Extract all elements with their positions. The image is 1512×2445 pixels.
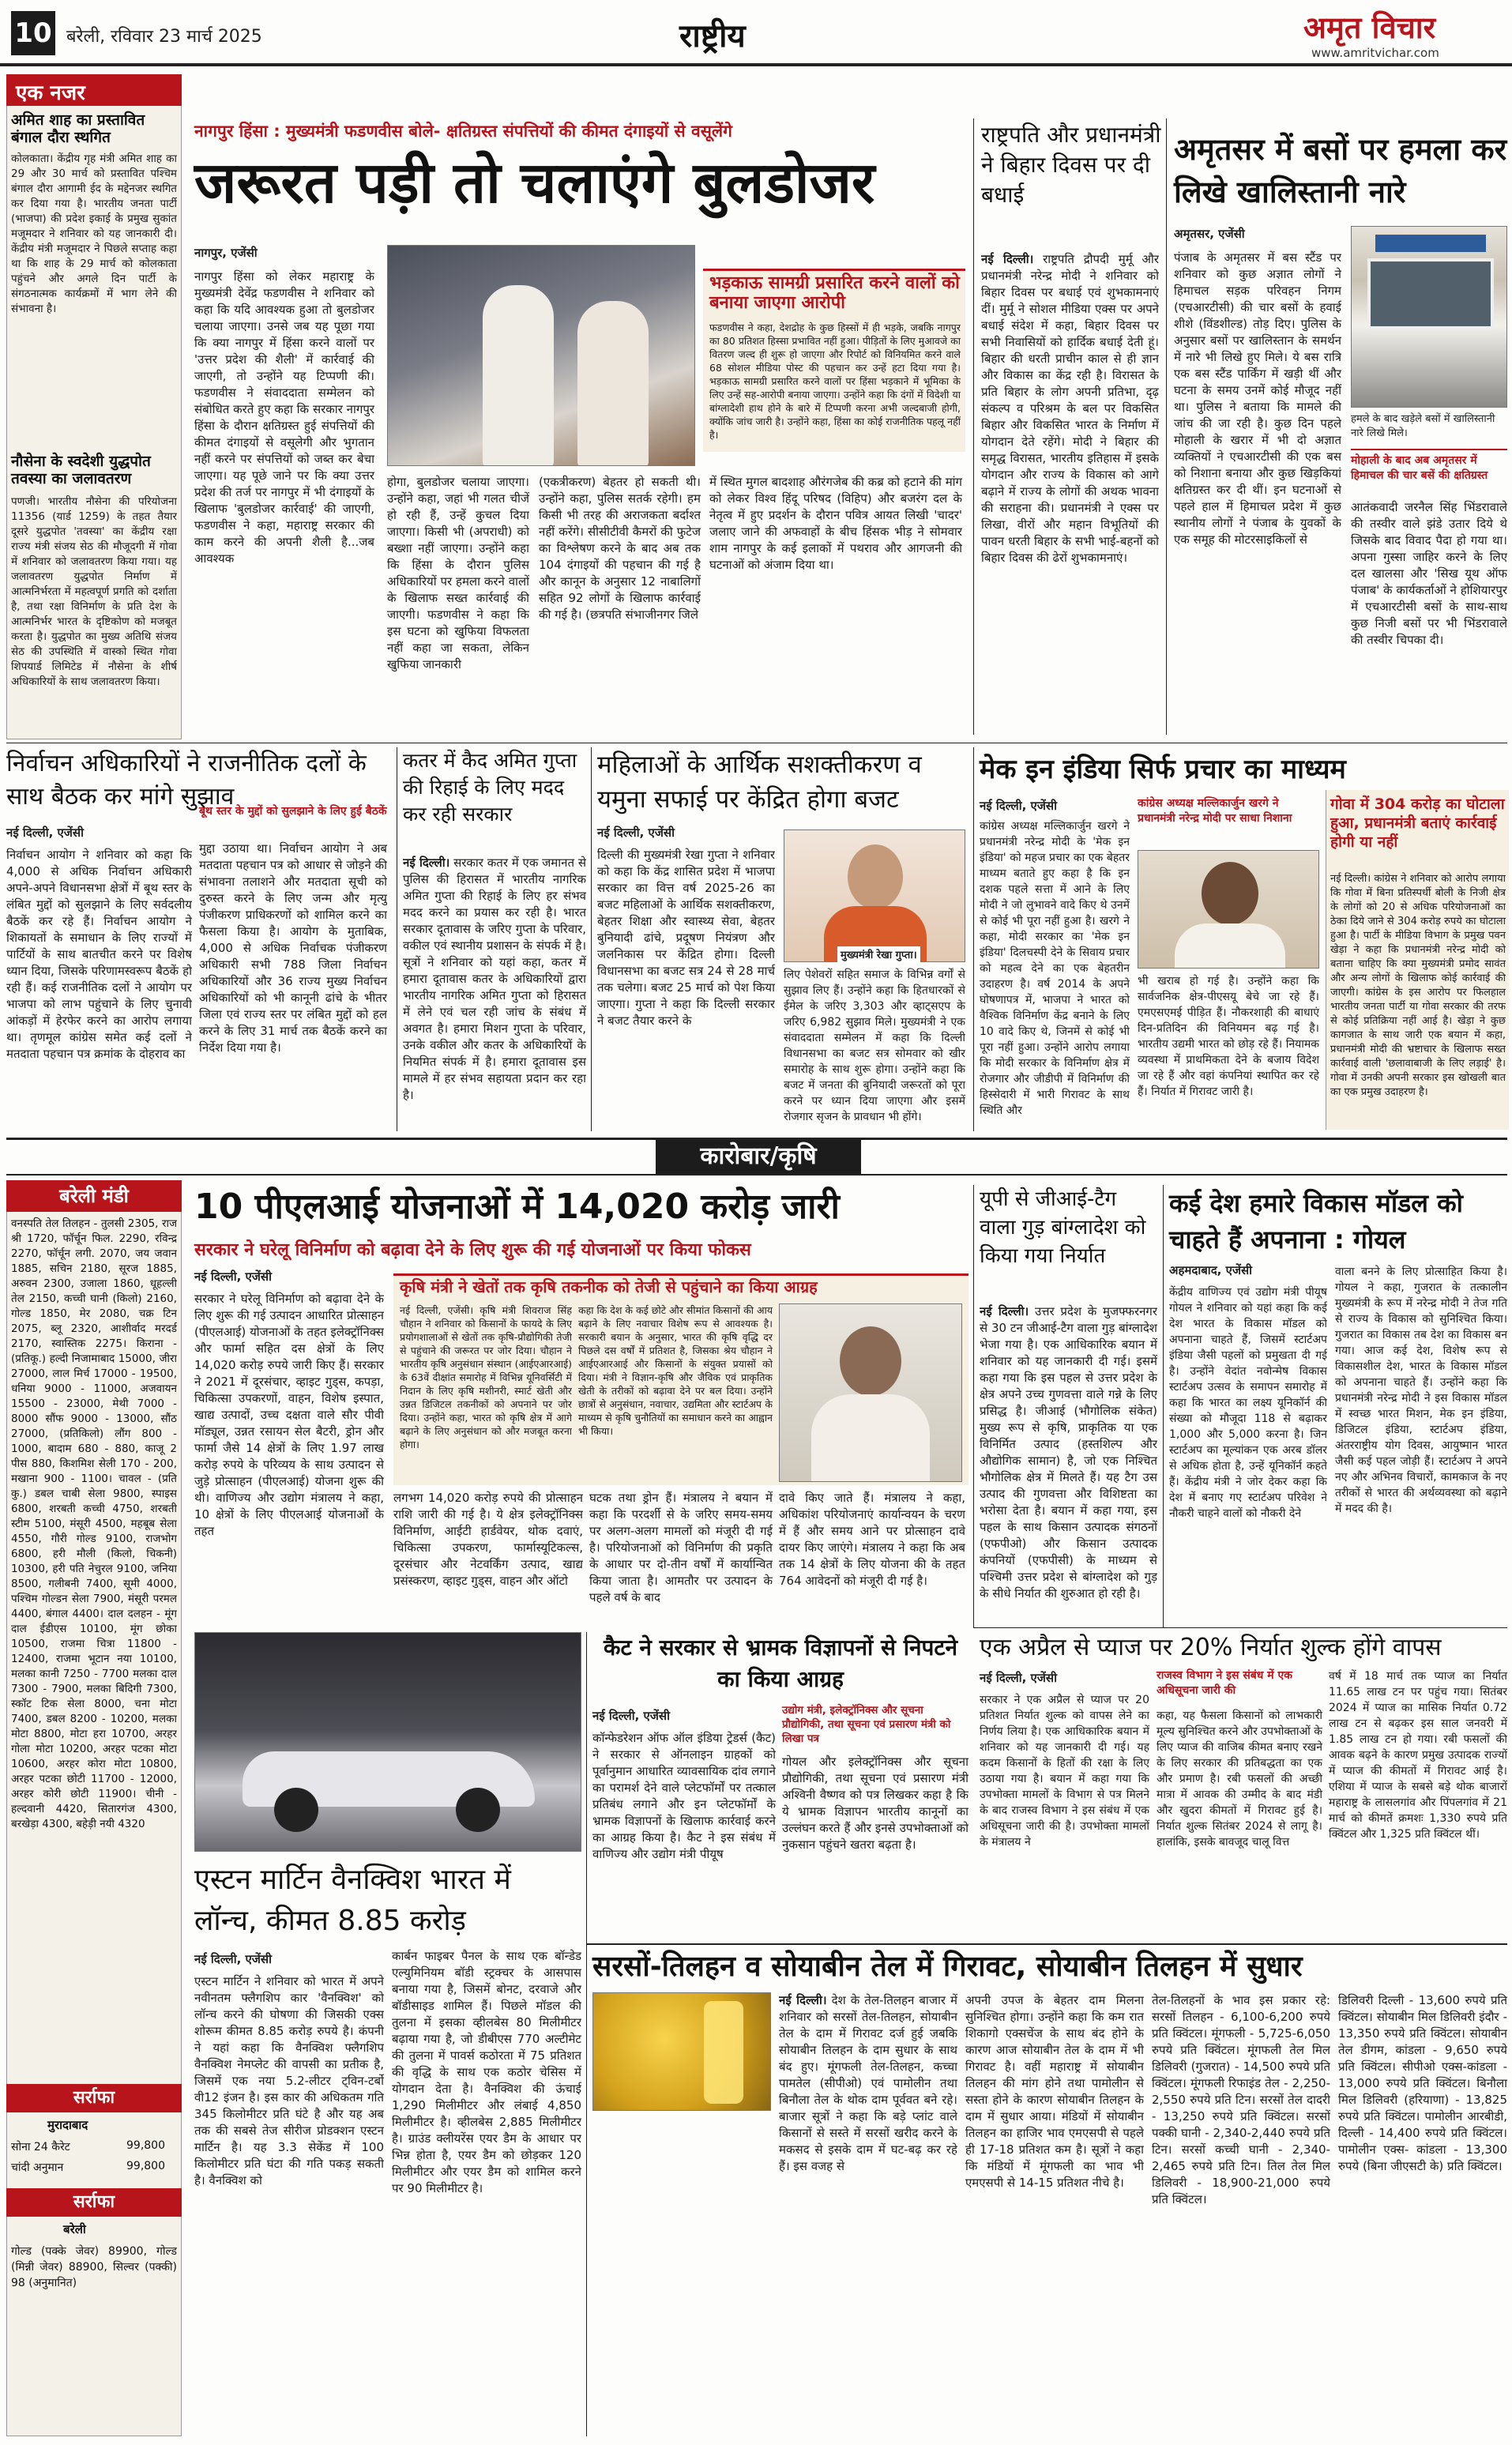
a6-body-3: लिए पेशेवरों सहित समाज के विभिन्न वर्गों से सुझाव लिए हैं। उन्होंने कहा कि हितधारकों से ईमेल के जरिए 3,303 और व्हाट्सएप के जरिए 6,982 सुझाव मिले। मुख्यमंत्री ने एक संवाददाता सम्मेलन में कहा कि दिल्ली विधानसभा का बजट सत्र सोमवार को खीर समारोह के साथ शुरू होगा। उन्होंने कहा कि बजट में जनता की बुनियादी जरूरतों को पूरा करने पर ध्यान दिया जाएगा और इसमें रोजगार सृजन के प्रावधान भी होंगे। — [784, 969, 965, 1123]
b4-body-2: कार्बन फाइबर पैनल के साथ एक बॉन्डेड एल्युमिनियम बॉडी स्ट्रक्चर के आसपास बनाया गया है, जिसमें बोनट, दरवाजे और बॉडीसाइड शामिल हैं। पिछले मॉडल की तुलना में इसका व्हीलबेस 80 मिलीमीटर बढ़ाया गया है, जो डीबीएस 770 अल्टीमेट की तुलना में पावर्स कठोरता में 75 प्रतिशत की वृद्धि के साथ एक कठोर चेसिस में योगदान देता है। वैनक्विश की ऊंचाई 1,290 मिलीमीटर और लंबाई 4,850 मिलीमीटर है। व्हीलबेस 2,885 मिलीमीटर है। ग्राउंड क्लीयरेंस एयर डैम के आधार पर भिन्न होता है, एयर डैम को छोड़कर 120 मिलीमीटर और एयर डैम को शामिल करने पर 90 मिलीमीटर है। — [392, 1949, 581, 2195]
a4-body: निर्वाचन आयोग ने शनिवार को कहा कि 4,000 से अधिक निर्वाचन अधिकारी अपने-अपने विधानसभा क्षेत्रों में बूथ स्तर के लंबित मुद्दों को सुलझाने के लिए सर्वदलीय बैठकें कर रहे हैं। निर्वाचन आयोग ने शिकायतों के समाधान के लिए राज्यों में पार्टियों के साथ बातचीत करने पर विशेष ध्यान दिया, जिसके परिणामस्वरूप बैठकें हो रही हैं। कई राजनीतिक दलों ने आयोग पर भाजपा को लाभ पहुंचाने के लिए चुनावी आंकड़ों में हेरफेर करने का आरोप लगाया था। तृणमूल कांग्रेस समेत कई दलों ने मतदाता पहचान पत्र क्रमांक के दोहराव का — [6, 848, 192, 1061]
divider — [6, 1174, 1507, 1175]
section-title: राष्ट्रीय — [679, 18, 746, 55]
bus-windshield — [1367, 258, 1494, 329]
sarafa-moradabad-city: मुरादाबाद — [47, 2118, 88, 2132]
b4-dateline: नई दिल्ली, एजेंसी — [194, 1952, 272, 1966]
b2-dateline: नई दिल्ली। — [980, 1304, 1029, 1318]
a2-body — [981, 251, 1159, 732]
a7-headline: मेक इन इंडिया सिर्फ प्रचार का माध्यम — [980, 754, 1346, 785]
a5-body — [403, 855, 586, 1130]
b5-body-2: गोयल और इलेक्ट्रॉनिक्स और सूचना प्रौद्योगिकी, तथा सूचना एवं प्रसारण मंत्री अश्विनी वैष्णव को पत्र लिखकर कहा है कि ये भ्रामक विज्ञापन भारतीय कानूनों का उल्लंघन करते हैं और इनसे उपभोक्ताओं को नुकसान पहुंचने खतरा बढ़ता है। — [782, 1755, 969, 1852]
portrait-body — [811, 1394, 930, 1482]
a1-body-col4: में स्थित मुगल बादशाह औरंगजेब की कब्र को हटाने की मांग को लेकर विश्व हिंदू परिषद (विहिप) और बजरंग दल के नेतृत्व में हुए प्रदर्शन के दौरान पवित्र आयत लिखी 'चादर' जलाए जाने की अफवाहों के बीच हिंसक भीड़ ने सोमवार शाम नागपुर के कई इलाकों में पथराव और आगजनी की घटनाओं को अंजाम दिया था। — [709, 475, 962, 572]
a7-body: कांग्रेस अध्यक्ष मल्लिकार्जुन खरगे ने प्रधानमंत्री नरेन्द्र मोदी के 'मेक इन इंडिया' को महज प्रचार का एक बेहतर माध्यम बताते हुए कहा है कि इन दशक पहले सत्ता में आने के लिए मोदी ने जो लुभावने वादे किए थे उनमें से कोई भी पूरा नहीं हुआ है। खरगे ने कहा, मोदी सरकार का 'मेक इन इंडिया' दिलचस्पी देने के सिवाय प्रचार को महत्व देने का एक बेहतरीन उदाहरण है। वर्ष 2014 के अपने घोषणापत्र में, भाजपा ने भारत को वैश्विक विनिर्माण केंद्र बनाने के लिए 10 वादे किए थे, जिनमें से कोई भी पूरा नहीं हुआ। उन्होंने आरोप लगाया कि मोदी सरकार के विनिर्माण क्षेत्र में रोजगार और जीडीपी में विनिर्माण की हिस्सेदारी में भारी गिरावट के साथ स्थिति और — [980, 820, 1130, 1117]
sarafa-silver-value: 99,800 — [126, 2160, 165, 2172]
a7-subhead: कांग्रेस अध्यक्ष मल्लिकार्जुन खरगे ने प्रधानमंत्री नरेन्द्र मोदी पर साधा निशाना — [1138, 797, 1292, 825]
sarafa-bareilly-city: बरेली — [63, 2222, 86, 2236]
b5-dateline: नई दिल्ली, एजेंसी — [592, 1709, 670, 1723]
ek-nazar-body-2: पणजी। भारतीय नौसेना की परियोजना 11356 (यार्ड 1259) के तहत तैयार दूसरे युद्धपोत 'तवस्या' का केंद्रीय रक्षा राज्य मंत्री संजय सेठ की मौजूदगी में गोवा में शनिवार को जलावतरण किया गया। यह जलावतरण युद्धपोत निर्माण में आत्मनिर्भरता में महत्वपूर्ण प्रगति को दर्शाता है, तथा रक्षा विनिर्माण के प्रति देश के आत्मनिर्भर भारत के दृष्टिकोण को मजबूत करता है। युद्धपोत का मुख्य अतिथि संजय सेठ की उपस्थिति में वास्को स्थित गोवा शिपयार्ड लिमिटेड में नौसेना के शीर्ष अधिकारियों के साथ जलावतरण किया। — [11, 495, 177, 688]
a7-photo-kharge — [1138, 850, 1319, 969]
photo-figure-2 — [577, 301, 649, 466]
divider — [973, 1627, 1507, 1628]
a7-dateline: नई दिल्ली, एजेंसी — [980, 799, 1057, 813]
b7-body-3: तेल-तिलहनों के भाव इस प्रकार रहे: सरसों तिलहन - 6,100-6,200 रुपये प्रति क्विंटल। मूंगफली - 5,725-6,050 रुपये प्रति क्विंटल। मूंगफली तेल मिल डिलिवरी (गुजरात) - 14,500 रुपये प्रति क्विंटल। मूंगफली रिफाइंड तेल - 2,250-2,550 रुपये प्रति टिन। सरसों तेल दादरी - 13,250 रुपये प्रति क्विंटल। सरसों पक्की घानी - 2,340-2,440 रुपये प्रति टिन। सरसों कच्ची घानी - 2,340-2,465 रुपये प्रति टिन। तिल तेल मिल डिलिवरी - 18,900-21,000 रुपये प्रति क्विंटल। — [1152, 1993, 1330, 2206]
sarafa-bareilly-title: सर्राफा — [6, 2188, 182, 2217]
a1-body-col1: नागपुर हिंसा को लेकर महाराष्ट्र के मुख्यमंत्री देवेंद्र फडणवीस ने शनिवार को कहा कि यदि आवश्यक हुआ तो बुलडोजर चलाया जाएगा। उनसे जब यह पूछा गया कि क्या नागपुर में हिंसा करने वालों पर 'उत्तर प्रदेश की शैली' में कार्रवाई की जाएगी, तो उन्होंने यह टिप्पणी की। फडणवीस ने संवाददाता सम्मेलन को संबोधित करते हुए कहा कि सरकार नागपुर हिंसा के दौरान क्षतिग्रस्त हुई संपत्तियों की कीमत दंगाइयों से वसूलेगी और भुगतान नहीं करने पर संपत्तियों को जब्त कर बेचा जाएगा। यह पूछे जाने पर कि क्या उत्तर प्रदेश की तर्ज पर नागपुर में भी दंगाइयों के खिलाफ 'बुलडोजर कार्रवाई' की जाएगी, फडणवीस ने कहा, महाराष्ट्र सरकार की काम करने की अपनी शैली है...जब आवश्यक — [194, 269, 374, 566]
a1-dateline: नागपुर, एजेंसी — [194, 246, 258, 260]
b2-body-text: उत्तर प्रदेश के मुजफ्फरनगर से 30 टन जीआई-टैग वाला गुड़ बांग्लादेश भेजा गया है। एक आधिकारिक बयान में शनिवार को यह जानकारी दी गई। इसमें कहा गया कि इस पहल से उत्तर प्रदेश के क्षेत्र अपने उच्च गुणवत्ता वाले गन्ने के लिए प्रसिद्ध है। जीआई (भौगोलिक संकेत) मुख्य रूप से कृषि, प्राकृतिक या एक विनिर्मित उत्पाद (हस्तशिल्प और औद्योगिक सामान) है, जो एक निश्चित भौगोलिक क्षेत्र में मिलते हैं। यह टैग उस उत्पाद की गुणवत्ता और विशिष्टता का भरोसा देता है। बयान में कहा गया, इस पहल के साथ किसान उत्पादक संगठनों (एफपीओ) और किसान उत्पादक कंपनियों (एफपीसी) के माध्यम से पश्चिमी उत्तर प्रदेश से बांग्लादेश को गुड़ के सीधे निर्यात की शुरुआत हो रही है। — [980, 1304, 1157, 1601]
a6-photo-rekha-gupta — [784, 829, 965, 962]
b6-body-2: कहा, यह फैसला किसानों को लाभकारी मूल्य सुनिश्चित करने और उपभोक्ताओं के लिए प्याज की वाजिब कीमत बनाए रखने के लिए सरकार की प्रतिबद्धता का एक और प्रमाण है। रबी फसलों की अच्छी मात्रा में आवक की उम्मीद के बाद मंडी और खुदरा कीमतों में गिरावट हुई है। निर्यात शुल्क सितंबर 2024 से लागू है। हालांकि, इसके बावजूद चालू वित्त — [1157, 1710, 1322, 1849]
b1-photo-chouhan — [779, 1303, 962, 1482]
page-number: 10 — [11, 11, 55, 55]
a4-headline: निर्वाचन अधिकारियों ने राजनीतिक दलों के साथ बैठक कर मांगे सुझाव — [6, 750, 367, 811]
b7-headline: सरसों-तिलहन व सोयाबीन तेल में गिरावट, सोयाबीन तिलहन में सुधार — [592, 1950, 1303, 1983]
b5-subhead: उद्योग मंत्री, इलेक्ट्रॉनिक्स और सूचना प्रौद्योगिकी, तथा सूचना एवं प्रसारण मंत्री को लिखा पत्र — [782, 1704, 951, 1745]
ek-nazar-headline-1: अमित शाह का प्रस्तावित बंगाल दौरा स्थगित — [11, 111, 145, 146]
b1-box-body-2: कहा कि देश के कई छोटे और सीमांत किसानों की आय बढ़ाने के लिए नवाचार विशेष रूप से आवश्यक है। सरकारी बयान के अनुसार, भारत की कृषि वृद्धि दर पिछले दस वर्षों में प्रतिशत है, जिसका श्रेय चौहान ने आईएआरआई और किसानों के संयुक्त प्रयासों को दिया। मंत्री ने विज्ञान-कृषि और जैविक एवं प्राकृतिक खेती के तरीकों को बढ़ावा देने पर बल दिया। उन्होंने छात्रों से अनुसंधान, नवाचार, उद्यमिता और स्टार्टअप के माध्यम से कृषि चुनौतियों का समाधान करने का आह्वान भी किया। — [578, 1304, 773, 1437]
a8-body: नई दिल्ली। कांग्रेस ने शनिवार को आरोप लगाया कि गोवा में बिना प्रतिस्पर्धी बोली के निजी क्षेत्र के लोगों को 20 से अधिक परियोजनाओं का ठेका दिये जाने से 304 करोड़ रुपये का घोटाला हुआ है। पार्टी के मीडिया विभाग के प्रमुख पवन खेड़ा ने कहा कि प्रधानमंत्री नरेन्द्र मोदी को बताना चाहिए कि क्या मुख्यमंत्री प्रमोद सावंत और अन्य लोगों के खिलाफ कोई कार्रवाई की जाएगी। कांग्रेस के इस आरोप पर फिलहाल भारतीय जनता पार्टी या गोवा सरकार की तरफ से कोई प्रतिक्रिया नहीं आई है। खेड़ा ने कुछ कागजात के साथ जारी एक बयान में कहा, प्रधानमंत्री मोदी की भ्रष्टाचार के खिलाफ सख्त कार्रवाई वाली 'छलावाबाजी के लिए लड़ाई' है। गोवा में उनकी अपनी सरकार इस खोखली बात का एक प्रमुख उदाहरण है। — [1330, 873, 1506, 1098]
ek-nazar-body-1: कोलकाता। केंद्रीय गृह मंत्री अमित शाह का 29 और 30 मार्च को प्रस्तावित पश्चिम बंगाल दौरा आगामी ईद के मद्देनजर स्थगित कर दिया गया है। भारतीय जनता पार्टी (भाजपा) की प्रदेश इकाई के प्रमुख सुकांत मजूमदार ने शनिवार को यह जानकारी दी। केंद्रीय मंत्री मजूमदार ने पिछले सप्ताह कहा था कि शाह के 29 मार्च को कोलकाता पहुंचने और अगले दिन पार्टी के संगठनात्मक कार्यक्रमों में भाग लेने की संभावना है। — [11, 152, 177, 315]
b7-dateline: नई दिल्ली। — [779, 1993, 827, 2007]
divider — [973, 1185, 974, 1627]
ek-nazar-title: एक नजर — [6, 74, 182, 106]
a4-dateline: नई दिल्ली, एजेंसी — [6, 826, 84, 840]
oil-bottle — [704, 2001, 743, 2104]
a1-headline: जरूरत पड़ी तो चलाएंगे बुलडोजर — [194, 149, 875, 216]
a1-box-body: फडणवीस ने कहा, देशद्रोह के कुछ हिस्सों में ही भड़के, जबकि नागपुर का 80 प्रतिशत हिस्सा प्रभावित नहीं हुआ। पीड़ितों के लिए मुआवजे का वितरण जल्द ही शुरू हो जाएगा और रिपोर्ट को विनियमित करने वाले 68 सोशल मीडिया पोस्ट की पहचान कर उन्हें हटा दिया गया है। भड़काऊ सामग्री प्रसारित करने वालों पर हिंसा भड़काने में भूमिका के लिए उन्हें सह-आरोपी बनाया जाएगा। उन्होंने कहा कि दंगों में विदेशी या बांग्लादेशी हाथ होने के बारे में टिप्पणी करना अभी जल्दबाजी होगी, क्योंकि जांच जारी है। उन्होंने कहा, हिंसा का कोई राजनीतिक पहलू नहीं है। — [709, 322, 961, 441]
sarafa-moradabad-title: सर्राफा — [6, 2084, 182, 2112]
b5-headline: कैट ने सरकार से भ्रामक विज्ञापनों से निपटने का किया आग्रह — [603, 1634, 958, 1692]
b1-subhead: सरकार ने घरेलू विनिर्माण को बढ़ावा देने के लिए शुरू की गई योजनाओं पर किया फोकस — [194, 1240, 751, 1260]
b6-dateline: नई दिल्ली, एजेंसी — [980, 1671, 1057, 1685]
divider — [1166, 118, 1167, 735]
b7-photo-oil — [592, 1992, 771, 2111]
divider — [591, 747, 592, 1131]
b1-body-3: घटक तथा ड्रोन हैं। मंत्रालय ने बयान में कहा कि परदर्शी से के जरिए समय-समय पर अलग-अलग मामलों को मंजूरी दी गई है। परियोजनाओं को विनिर्माण की प्रकृति के आधार पर दो-तीन वर्षों में कार्यान्वित किया जाता है। आमतौर पर उत्पादन के पहले वर्ष के बाद — [589, 1491, 773, 1604]
b7-body-text: देश के तेल-तिलहन बाजार में शनिवार को सरसों तेल-तिलहन, सोयाबीन तेल के दाम में गिरावट दर्ज हुई जबकि सोयाबीन तिलहन के दाम सुधार के साथ बंद हुए। मूंगफली तेल-तिलहन, कच्चा पामतेल (सीपीओ) एवं पामोलीन तथा बिनौला तेल के थोक दाम पूर्ववत बने रहे। बाजार सूत्रों ने कहा कि बड़े प्लांट वाले किसानों से सस्ते में सरसों खरीद करने के मकसद से इसके दाम में घट-बढ़ कर रहे हैं। इस वजह से — [779, 1993, 957, 2173]
a1-kicker: नागपुर हिंसा : मुख्यमंत्री फडणवीस बोले- क्षतिग्रस्त संपत्तियों की कीमत दंगाइयों से वसूलेंगे — [194, 122, 732, 141]
a6-photo-caption: मुख्यमंत्री रेखा गुप्ता। — [837, 946, 920, 962]
website-url[interactable]: www.amritvichar.com — [1311, 46, 1439, 60]
edition-date: बरेली, रविवार 23 मार्च 2025 — [66, 27, 262, 47]
masthead — [0, 0, 1512, 66]
a3-body: पंजाब के अमृतसर में बस स्टैंड पर शनिवार को कुछ अज्ञात लोगों ने हिमाचल सड़क परिवहन निगम (एचआरटीसी) की चार बसों के हवाई शीशे (विंडशील्ड) तोड़ दिए। पुलिस के अनुसार बसों पर खालिस्तान के समर्थन में नारे भी लिखे हुए मिले। ये बस रात्रि एक बस स्टैंड पार्किंग में खड़ी थीं और घटना के समय उनमें कोई मौजूद नहीं था। पुलिस ने बताया कि मामले की जांच की जा रही है। कुछ दिन पहले मोहाली के खरार में भी दो अज्ञात व्यक्तियों ने एचआरटीसी की एक बस को निशाना बनाया और कुछ खिड़कियां क्षतिग्रस्त कर दी थीं। इन घटनाओं से पहले हाल में हिमाचल प्रदेश में कुछ स्थानीय लोगों ने पंजाब के युवकों के एक समूह की मोटरसाइकिलों से — [1174, 250, 1341, 547]
portrait-head — [1202, 862, 1258, 925]
sarafa-gold-label: सोना 24 कैरेट — [11, 2141, 70, 2153]
photo-figure-1 — [483, 285, 554, 466]
a5-body-text: सरकार कतर में एक जमानत से पुलिस की हिरासत में भारतीय नागरिक अमित गुप्ता की रिहाई के लिए हर संभव मदद करने का प्रयास कर रही है। भारत सरकार दूतावास के जरिए गुप्ता के परिवार, वकील एवं स्थानीय प्रशासन के संपर्क में है। सूत्रों ने शनिवार को यहां कहा, कतर में हमारा दूतावास कतर के अधिकारियों द्वारा भारतीय नागरिक अमित गुप्ता को हिरासत में लेने एवं चल रही जांच के संबंध में अवगत है। हमारा मिशन गुप्ता के परिवार, उनके वकील और कतर के अधिकारियों के नियमित संपर्क में है। हमारा दूतावास इस मामले में हर संभव सहायता प्रदान कर रहा है। — [403, 856, 586, 1102]
mandi-rates: वनस्पति तेल तिलहन - तुलसी 2305, राज श्री 1720, फॉर्चून फिल. 2290, रविन्द्र 2270, फॉर्चून लगी. 2070, जय जवान 1885, सचिन 2180, सूरज 1885, अरुवन 2300, उजाला 1860, धूहल्ली तेल 2150, कच्ची घानी (किलो) 2160, गोल्ड 1850, मेर 2080, चक्र टिन 2075, ब्लू 2320, आशीर्वाद मरदर्ड 2170, स्वास्तिक 2275। किराना - (प्रतिकू.) हल्दी निजामाबाद 15000, जीरा 27000, लाल मिर्च 17000 - 19500, धनिया 9000 - 11000, अजवायन 15500 - 23000, मेथी 7000 - 8000 सौंफ 9000 - 13000, सौंठ 27000, (प्रतिकिलो) लौंग 800 - 1000, बादाम 680 - 880, काजू 2 पीस 880, किशमिश सेली 170 - 200, मखाना 900 - 1100। चावल - (प्रति कु.) डबल चाबी सेला 9800, स्पाइस 6800, शरबती कच्ची 4750, शरबती स्टीम 5100, मंसूरी 4500, महबूब सेला 4550, गौरी गोल्ड 9100, राजभोग 6800, हरी मौली (किलो, चिकनी) 10300, हरी पति नेचुरल 9100, जनिया 8500, गलीबनी 7400, सूमी 4000, पश्चिम गोल्डन सेला 7900, मंसूरी परमल 4400, बंगाल 4400। दाल दलहन - मूंग दाल ईडीएस 10100, मूंग छोका 10500, राजमा चित्रा 11800 - 12400, राजमा भूटान नया 10100, मलका कानी 7250 - 7700 मलका दाल 7300 - 7900, मलका बिदिगी 7300, स्कॉट टिक सेला 8000, चना मोटा 7400, डबल 8200 - 10200, मलका मोटा 8800, मोटा हरा 10700, अरहर गोला मोटा 10200, अरहर पटका मोटा 10600, अरहर कोरा मोटा 10800, अरहर पटका छोटी 11700 - 12000, अरहर कोरी छोटी 11900। चीनी - हल्दवानी 4420, सितारगंज 4300, बरखेड़ा 4300, बहेड़ी नयी 4320 — [11, 1217, 177, 1830]
a2-headline: राष्ट्रपति और प्रधानमंत्री ने बिहार दिवस पर दी बधाई — [981, 122, 1161, 208]
a6-dateline: नई दिल्ली, एजेंसी — [597, 826, 675, 840]
divider — [973, 118, 974, 735]
b5-body: कॉन्फेडरेशन ऑफ ऑल इंडिया ट्रेडर्स (कैट) ने सरकार से ऑनलाइन ग्राहकों को पूर्वानुमान आधारित व्यावसायिक दांव लगाने का परामर्श देने वाले प्लेटफॉर्मों पर तत्काल प्रतिबंध लगाने और इन प्लेटफॉर्मों के भ्रामक विज्ञापनों के खिलाफ कार्रवाई करने का आग्रह किया है। कैट ने इस संबंध में वाणिज्य और उद्योग मंत्री पीयूष — [592, 1731, 776, 1861]
b3-body-2: वाला बनने के लिए प्रोत्साहित किया है। गोयल ने कहा, गुजरात के तत्कालीन मुख्यमंत्री के रूप में नरेन्द्र मोदी ने तेज गति से राज्य के विकास को सुनिश्चित किया। गुजरात का विकास तब देश का विकास बन गया। आज कई देश, विशेष रूप से विकासशील देश, भारत के विकास मॉडल को अपनाना चाहते हैं। उन्होंने कहा कि प्रधानमंत्री नरेन्द्र मोदी ने इस विकास मॉडल में स्वच्छ भारत मिशन, मेक इन इंडिया, डिजिटल इंडिया, स्टार्टअप इंडिया, अंतरराष्ट्रीय योग दिवस, आयुष्मान भारत जैसी कई पहल जोड़ी हैं। स्टार्टअप ने अपने नए और अभिनव विचारों, कामकाज के नए तरीकों से भारत की अर्थव्यवस्था को बढ़ाने में मदद की है। — [1335, 1266, 1507, 1515]
b1-body-2: लगभग 14,020 करोड़ रुपये की प्रोत्साहन राशि जारी की गई है। ये क्षेत्र इलेक्ट्रॉनिक्स विनिर्माण, आईटी हार्डवेयर, थोक दवाएं, चिकित्सा उपकरण, फार्मास्यूटिकल्स, दूरसंचार और नेटवर्किंग उत्पाद, खाद्य प्रसंस्करण, व्हाइट गुड्स, वाहन और ऑटो — [393, 1491, 583, 1588]
sarafa-gold-value: 99,800 — [126, 2139, 165, 2152]
b6-subhead: राजस्व विभाग ने इस संबंध में एक अधिसूचना जारी की — [1157, 1669, 1293, 1697]
b4-body: एस्टन मार्टिन ने शनिवार को भारत में अपने नवीनतम फ्लैगशिप कार 'वैनक्विश' को लॉन्च करने की घोषणा की जिसकी एक्स शोरूम कीमत 8.85 करोड़ रुपये है। कंपनी ने यहां कहा कि वैनक्विश फ्लैगशिप वैनक्विश नेमप्लेट की वापसी का प्रतीक है, जिसमें एक नया 5.2-लीटर ट्विन-टर्बो वी12 इंजन है। इस कार की अधिकतम गति 345 किलोमीटर प्रति घंटे है और यह अब तक की सबसे तेज सीरीज प्रोडक्शन एस्टन मार्टिन है। यह 3.3 सेकेंड में 100 किलोमीटर प्रति घंटा की गति पकड़ सकती है। वैनक्विश को — [194, 1974, 384, 2187]
divider — [1163, 1185, 1164, 1627]
a1-box-title: भड़काऊ सामग्री प्रसारित करने वालों को बनाया जाएगा आरोपी — [709, 273, 960, 314]
a1-body-col3: (एकत्रीकरण) बेहतर हो सकती थी। उन्होंने कहा, पुलिस सतर्क रहेगी। हम किसी भी तरह की अराजकता बर्दाश्त नहीं करेंगे। सीसीटीवी कैमरों की फुटेज का विश्लेषण करने के बाद अब तक 104 दंगाइयों की पहचान की गई है और कानून के अनुसार 12 नाबालिगों सहित 92 लोगों के खिलाफ कार्रवाई की गई है। (छत्रपति संभाजीनगर जिले — [539, 475, 701, 622]
a5-headline: कतर में कैद अमित गुप्ता की रिहाई के लिए मदद कर रही सरकार — [403, 749, 577, 826]
b1-box-title: कृषि मंत्री ने खेतों तक कृषि तकनीक को तेजी से पहुंचाने का किया आग्रह — [400, 1277, 818, 1296]
b1-headline: 10 पीएलआई योजनाओं में 14,020 करोड़ जारी — [194, 1187, 840, 1227]
a3-body-2: आतंकवादी जरनैल सिंह भिंडरावाले की तस्वीर वाले झंडे उतार दिये थे जिसके बाद विवाद पैदा हो गया था। अपना गुस्सा जाहिर करने के लिए दल खालसा और 'सिख यूथ ऑफ पंजाब' के कार्यकर्ताओं ने होशियारपुर में एचआरटीसी बसों के साथ-साथ कुछ निजी बसों पर भी भिंडरावाले की तस्वीर चिपका दी। — [1351, 500, 1507, 647]
a6-body: दिल्ली की मुख्यमंत्री रेखा गुप्ता ने शनिवार को कहा कि केंद्र शासित प्रदेश में भाजपा सरकार का वित्त वर्ष 2025-26 का बजट महिलाओं के आर्थिक सशक्तीकरण, बेहतर शिक्षा और स्वास्थ्य सेवा, बेहतर बुनियादी ढांचे, प्रदूषण नियंत्रण और जलनिकास पर केंद्रित होगा। दिल्ली विधानसभा का बजट सत्र 24 से 28 मार्च तक चलेगा। बजट 25 मार्च को पेश किया जाएगा। गुप्ता ने कहा कि दिल्ली सरकार ने बजट तैयार करने के — [597, 848, 775, 1028]
a8-headline: गोवा में 304 करोड़ का घोटाला हुआ, प्रधानमंत्री बताएं कार्रवाई होगी या नहीं — [1330, 796, 1505, 851]
divider — [973, 747, 974, 1131]
car-wheel-front — [274, 1788, 318, 1832]
b1-box-body: नई दिल्ली, एजेंसी। कृषि मंत्री शिवराज सिंह चौहान ने शनिवार को किसानों के फायदे के लिए प्रयोगशालाओं से खेतों तक कृषि-प्रौद्योगिकी तेजी से पहुंचाने की जरूरत पर जोर दिया। चौहान ने भारतीय कृषि अनुसंधान संस्थान (आईएआरआई) के 63वें दीक्षांत समारोह में विभिन्न यूनिवर्सिटी में निदान के लिए कृषि मशीनरी, स्मार्ट खेती और उन्नत डिजिटल तकनीकों को अपनाने पर जोर दिया। उन्होंने कहा, भारत को कृषि क्षेत्र में आगे बढ़ाने के लिए अनुसंधान को और मजबूत करना होगा। — [400, 1304, 572, 1450]
a3-photo-bus — [1351, 226, 1507, 408]
b7-body — [779, 1992, 957, 2436]
portrait-head — [840, 1326, 901, 1396]
a5-dateline: नई दिल्ली। — [403, 856, 450, 870]
b6-body-3: वर्ष में 18 मार्च तक प्याज का निर्यात 11.65 लाख टन पर पहुंच गया। सितंबर 2024 में प्याज का मासिक निर्यात 0.72 लाख टन से बढ़कर इस साल जनवरी में 1.85 लाख टन हो गया। रबी फसलों की आवक बढ़ने के कारण प्रमुख उत्पादक राज्यों में प्याज की कीमतों में गिरावट आई है। एशिया में प्याज के सबसे बड़े थोक बाजारों महाराष्ट्र के लासलगांव और पिंपलगांव में 21 मार्च को कीमतें क्रमशः 1,330 रुपये प्रति क्विंटल और 1,325 प्रति क्विंटल थीं। — [1329, 1670, 1507, 1841]
a2-body-text: राष्ट्रपति द्रौपदी मुर्मू और प्रधानमंत्री नरेन्द्र मोदी ने शनिवार को बिहार दिवस पर बधाई एवं शुभकामनाएं दीं। मुर्मू ने सोशल मीडिया एक्स पर अपने बधाई संदेश में कहा, बिहार दिवस पर सभी निवासियों को हार्दिक बधाई देती हूं। बिहार की धरती प्राचीन काल से ही ज्ञान और विकास का केंद्र रही है। विरासत के प्रति बिहार के लोग अपनी प्रतिभा, दृढ़ संकल्प व परिश्रम के बल पर विकसित बिहार और विकसित भारत के निर्माण में योगदान देते रहेंगे। मोदी ने बिहार की समृद्ध विरासत, भारतीय इतिहास में इसके योगदान और राज्य के विकास को आगे बढ़ाने में राज्य के लोगों की अथक भावना की सराहना की। प्रधानमंत्री ने एक्स पर लिखा, वीरों और महान विभूतियों की पावन धरती बिहार के सभी भाई-बहनों को बिहार दिवस की ढेरों शुभकामनाएं। — [981, 252, 1159, 565]
b2-headline: यूपी से जीआई-टैग वाला गुड़ बांग्लादेश को किया गया निर्यात — [980, 1187, 1146, 1268]
ek-nazar-headline-2: नौसेना के स्वदेशी युद्धपोत तवस्या का जलावतरण — [11, 453, 151, 487]
sarafa-silver-label: चांदी अनुमान — [11, 2161, 64, 2174]
a3-subhead: मोहाली के बाद अब अमृतसर में हिमाचल की चार बसें की क्षतिग्रस्त — [1351, 449, 1507, 483]
b1-body-4: दावे किए जाते हैं। मंत्रालय ने कहा, अधिकांश परियोजनाएं कार्यान्वयन के चरण में हैं और समय आने पर प्रोत्साहन दावे दायर किए जाएंगे। मंत्रालय ने कहा कि अब तक 14 क्षेत्रों के लिए योजना की के तहत 764 आवेदनों को मंजूरी दी गई है। — [779, 1491, 965, 1588]
b7-body-4: डिलिवरी दिल्ली - 13,600 रुपये प्रति क्विंटल। सोयाबीन मिल डिलिवरी इंदौर - 13,350 रुपये प्रति क्विंटल। सोयाबीन तेल डीगम, कांडला - 9,650 रुपये प्रति क्विंटल। सीपीओ एक्स-कांडला - 13,000 रुपये प्रति क्विंटल। बिनौला मिल डिलिवरी (हरियाणा) - 13,825 रुपये प्रति क्विंटल। पामोलीन आरबीडी, दिल्ली - 14,400 रुपये प्रति क्विंटल। पामोलीन एक्स- कांडला - 13,300 रुपये (बिना जीएसटी के) प्रति क्विंटल। — [1338, 1993, 1507, 2173]
b3-headline: कई देश हमारे विकास मॉडल को चाहते हैं अपनाना : गोयल — [1169, 1188, 1463, 1254]
b2-body — [980, 1303, 1157, 1623]
divider — [586, 1943, 1507, 1945]
a2-dateline: नई दिल्ली। — [981, 252, 1034, 266]
b7-body-2: अपनी उपज के बेहतर दाम मिलना सुनिश्चित होगा। उन्होंने कहा कि कम रात शिकागो एक्सचेंज के साथ बंद होने के कारण आज सोयाबीन तेल के दाम में भी गिरावट है। वहीं महाराष्ट्र में सोयाबीन तिलहन की मांग होने तथा पामोलीन से सस्ता होने के कारण सोयाबीन तिलहन के दाम में सुधार आया। मंडियों में सोयाबीन तिलहन का हाजिर भाव एमएसपी से पहले ही 17-18 प्रतिशत कम है। सूत्रों ने कहा कि मंडियों में मूंगफली का भाव भी एमएसपी से 14-15 प्रतिशत नीचे है। — [965, 1993, 1144, 2190]
brand-logo: अमृत विचार — [1303, 10, 1436, 45]
b6-headline: एक अप्रैल से प्याज पर 20% निर्यात शुल्क होंगे वापस — [980, 1634, 1442, 1661]
divider — [586, 1632, 587, 2436]
b4-photo-car — [194, 1632, 581, 1852]
a3-photo-caption: हमले के बाद खड़ेले बसों में खालिस्तानी नारे लिखे मिले। — [1351, 413, 1495, 439]
car-wheel-rear — [456, 1788, 500, 1832]
bus-sign — [1375, 235, 1486, 252]
sarafa-bareilly-rates: गोल्ड (पक्के जेवर) 89900, गोल्ड (मिन्नी जेवर) 88900, सिल्वर (पक्की) 98 (अनुमानित) — [11, 2245, 177, 2289]
b3-dateline: अहमदाबाद, एजेंसी — [1169, 1263, 1253, 1277]
b1-dateline: नई दिल्ली, एजेंसी — [194, 1270, 272, 1284]
a4-subhead: बूथ स्तर के मुद्दों को सुलझाने के लिए हुई बैठकें — [199, 805, 387, 818]
a7-body-2: भी खराब हो गई है। उन्होंने कहा कि सार्वजनिक क्षेत्र-पीएसयू बेचे जा रहे हैं। एमएसएमई पीड़ित हैं। नौकरशाही की बाधाएं दिन-प्रतिदिन की विनियमन बढ़ गई है। भारतीय उद्यमी भारत को छोड़ रहे हैं। नियामक व्यवस्था में प्राथमिकता देने के बजाय विदेश जा रहे हैं और वहां कंपनियां स्थापित कर रहे हैं। निर्यात में गिरावट जारी है। — [1138, 975, 1319, 1098]
b1-body: सरकार ने घरेलू विनिर्माण को बढ़ावा देने के लिए शुरू की गई उत्पादन आधारित प्रोत्साहन (पीएलआई) योजनाओं के तहत इलेक्ट्रॉनिक्स और फार्मा सहित दस क्षेत्रों के लिए 14,020 करोड़ रुपये जारी किए हैं। सरकार ने 2021 में दूरसंचार, व्हाइट गुड्स, कपड़ा, चिकित्सा उपकरणों, वाहन, विशेष इस्पात, खाद्य उत्पादों, उच्च दक्षता वाले सौर पीवी मॉड्यूल, उन्नत रसायन सेल बैटरी, ड्रोन और फार्मा जैसे 14 क्षेत्रों के लिए 1.97 लाख करोड़ रुपये के परिव्यय के साथ उत्पादन से जुड़े प्रोत्साहन (पीएलआई) योजना शुरू की थी। वाणिज्य और उद्योग मंत्रालय ने कहा, 10 क्षेत्रों के लिए पीएलआई योजनाओं के तहत — [194, 1292, 384, 1538]
a6-headline: महिलाओं के आर्थिक सशक्तीकरण व यमुना सफाई पर केंद्रित होगा बजट — [597, 750, 922, 814]
business-section-title: कारोबार/कृषि — [656, 1139, 861, 1174]
a3-dateline: अमृतसर, एजेंसी — [1174, 227, 1245, 241]
portrait-head — [848, 844, 903, 909]
portrait-body — [1175, 923, 1285, 969]
a1-photo-fadnavis — [387, 245, 695, 466]
a4-body-2: मुद्दा उठाया था। निर्वाचन आयोग ने अब मतदाता पहचान पत्र को आधार से जोड़ने की संभावना तलाशने और मतदाता सूची को दुरुस्त करने के लिए जन्म और मृत्यु पंजीकरण प्राधिकरणों को शामिल करने का फैसला किया है। आयोग के मुताबिक, 4,000 से अधिक निर्वाचक पंजीकरण अधिकारी सभी 788 जिला निर्वाचन अधिकारियों और 36 राज्य मुख्य निर्वाचन अधिकारियों को भी कानूनी ढांचे के भीतर जिला एवं राज्य स्तर पर लंबित मुद्दों को हल करने के लिए 31 मार्च तक बैठकें करने का निर्देश दिया गया है। — [199, 841, 387, 1055]
mandi-title: बरेली मंडी — [6, 1180, 182, 1212]
b6-body: सरकार ने एक अप्रैल से प्याज पर 20 प्रतिशत निर्यात शुल्क को वापस लेने का निर्णय लिया है। एक आधिकारिक बयान में शनिवार को यह जानकारी दी गई। यह कदम किसानों के हितों की रक्षा के लिए उठाया गया है। बयान में कहा गया कि उपभोक्ता मामलों के विभाग से पत्र मिलने के बाद राजस्व विभाग ने इस संबंध में एक अधिसूचना जारी की है। उपभोक्ता मामलों के मंत्रालय ने — [980, 1694, 1149, 1849]
a1-body-col2: होगा, बुलडोजर चलाया जाएगा। उन्होंने कहा, जहां भी गलत चीजें हो रही हैं, उन्हें कुचल दिया जाएगा। किसी भी (अपराधी) को बख्शा नहीं जाएगा। उन्होंने कहा कि हिंसा के दौरान पुलिस अधिकारियों पर हमला करने वालों के खिलाफ सख्त कार्रवाई की जाएगी। फडणवीस ने कहा कि इस घटना को खुफिया विफलता नहीं कहा जा सकता, लेकिन खुफिया जानकारी — [387, 475, 529, 671]
b4-headline: एस्टन मार्टिन वैनक्विश भारत में लॉन्च, कीमत 8.85 करोड़ — [194, 1864, 511, 1937]
a3-headline: अमृतसर में बसों पर हमला कर लिखे खालिस्तानी नारे — [1174, 132, 1507, 209]
b3-body: केंद्रीय वाणिज्य एवं उद्योग मंत्री पीयूष गोयल ने शनिवार को यहां कहा कि कई देश भारत के विकास मॉडल को अपनाना चाहते हैं, जिसमें स्टार्टअप इंडिया जैसी पहलों को प्रमुखता दी गई है। उन्होंने वेदांत नवोन्मेष विकास स्टार्टअप उत्सव के समापन समारोह में कहा कि भारत का लक्ष्य यूनिकॉर्न की संख्या को मौजूदा 118 से बढ़ाकर 1,000 और 5,000 करना है। जिन स्टार्टअप का मूल्यांकन एक अरब डॉलर से अधिक होता है, उन्हें यूनिकॉर्न कहते हैं। केंद्रीय मंत्री ने जोर देकर कहा कि देश में बनाए गए स्टार्टअप परिवेश ने नौकरी चाहने वालों को नौकरी देने — [1169, 1286, 1327, 1520]
